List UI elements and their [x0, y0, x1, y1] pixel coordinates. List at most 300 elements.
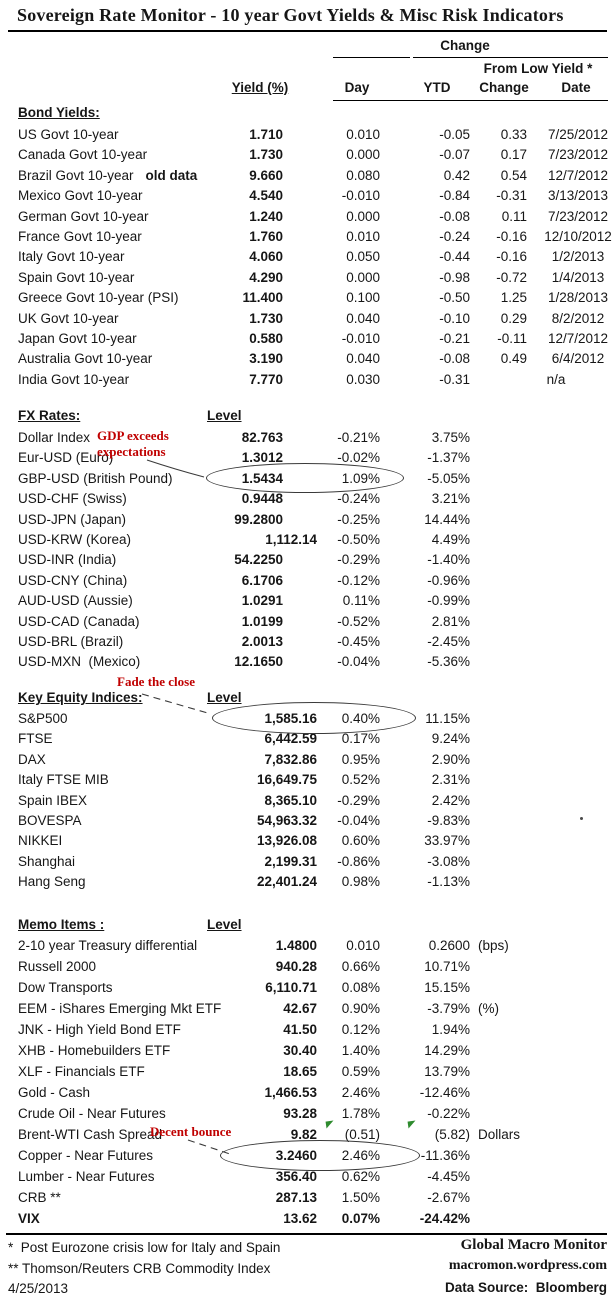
stray-dot [580, 817, 583, 820]
row-label [18, 1148, 153, 1163]
day-cell: 1.50% [341, 1190, 380, 1205]
ytd-cell: 13.79% [424, 1064, 470, 1079]
row-label [18, 593, 133, 608]
ytd-cell: 11.15% [425, 711, 470, 726]
day-cell: -0.29% [337, 792, 380, 808]
value-cell: 7.770 [249, 371, 283, 387]
row-label [18, 1106, 166, 1121]
row-label-text: Copper - Near Futures [18, 1148, 154, 1163]
table-row [0, 874, 613, 894]
ytd-cell: 0.42 [443, 167, 470, 183]
value-cell: 1.730 [249, 147, 283, 163]
table-row [0, 270, 613, 290]
ytd-cell: -0.96% [427, 572, 470, 588]
day-cell: 0.100 [346, 290, 380, 306]
ytd-cell: 33.97% [424, 833, 470, 849]
value-cell: 1,466.53 [264, 1085, 317, 1100]
value-cell: 4.290 [249, 269, 283, 285]
row-label-text: Japan Govt 10-year [18, 331, 137, 346]
row-label-text: Italy FTSE MIB [18, 772, 109, 788]
value-cell: 8,365.10 [264, 792, 317, 808]
change-cell: 0.33 [500, 127, 527, 142]
ytd-cell: -0.07 [439, 147, 470, 163]
row-label-text: Australia Govt 10-year [18, 351, 153, 367]
row-label [18, 127, 119, 142]
row-label-text: XLF - Financials ETF [18, 1064, 145, 1079]
value-cell: 12.1650 [234, 654, 283, 670]
table-row [0, 209, 613, 229]
row-label [18, 168, 197, 183]
value-cell: 2.0013 [241, 634, 283, 649]
title-divider [8, 30, 607, 32]
ytd-cell: -0.21 [439, 331, 470, 346]
value-cell: 42.67 [283, 1001, 317, 1016]
ytd-cell: -24.42% [419, 1211, 470, 1226]
value-cell: 16,649.75 [256, 772, 317, 788]
value-cell: 940.28 [275, 959, 317, 974]
ytd-cell: -12.46% [419, 1085, 470, 1100]
day-cell: 0.11% [342, 593, 380, 609]
row-label-text: FTSE [18, 731, 53, 747]
row-label [18, 573, 127, 588]
day-cell: 0.050 [346, 249, 380, 265]
change-cell: 0.49 [500, 351, 527, 367]
change-group-underline [413, 57, 608, 58]
value-cell: 1.710 [249, 127, 283, 142]
table-row [0, 147, 613, 167]
table-row [0, 833, 613, 853]
value-cell: 99.2800 [234, 511, 283, 527]
row-label-text: VIX [18, 1211, 40, 1226]
ytd-cell: -0.10 [439, 310, 470, 326]
brand-name: Global Macro Monitor [460, 1237, 607, 1253]
highlight-ellipse-copper [220, 1140, 420, 1171]
highlight-ellipse-sp500 [212, 702, 416, 734]
table-row [0, 127, 613, 147]
row-label-text: USD-BRL (Brazil) [18, 634, 124, 649]
ytd-cell: 3.75% [431, 430, 470, 445]
annotation-fade-the-close: Fade the close [117, 674, 195, 689]
unit-cell: (bps) [478, 938, 509, 953]
table-row [0, 331, 613, 351]
value-cell: 1,112.14 [265, 532, 317, 547]
row-label [18, 1043, 170, 1058]
row-label [18, 209, 149, 224]
section-heading-equity: Key Equity Indices: [18, 690, 143, 705]
row-label [18, 430, 90, 445]
table-row [0, 512, 613, 532]
table-row [0, 752, 613, 772]
ytd-cell: -1.40% [427, 552, 470, 568]
table-row [0, 614, 613, 634]
ytd-cell: 2.42% [431, 792, 470, 808]
row-label-text: USD-INR (India) [18, 552, 117, 568]
value-cell: 1.240 [249, 208, 283, 224]
row-label-text: Canada Govt 10-year [18, 147, 148, 163]
ytd-cell: -3.79% [427, 1001, 470, 1016]
footer-divider [6, 1233, 607, 1235]
row-label-text: USD-CNY (China) [18, 572, 128, 588]
row-label [18, 772, 109, 787]
table-row [0, 634, 613, 654]
day-cell: 0.000 [346, 147, 380, 163]
table-row [0, 654, 613, 674]
value-cell: 1.3012 [241, 450, 283, 466]
day-cell: -0.010 [341, 331, 380, 346]
day-cell: -0.24% [337, 491, 380, 507]
row-label-text: Eur-USD (Euro) [18, 450, 114, 466]
row-label [18, 731, 53, 746]
change-cell: -0.11 [497, 331, 527, 346]
table-row [0, 772, 613, 792]
row-label-text: Italy Govt 10-year [18, 249, 125, 265]
value-cell: 18.65 [283, 1064, 317, 1079]
day-cell: (0.51) [344, 1127, 380, 1142]
table-row [0, 532, 613, 552]
value-cell: 2,199.31 [264, 853, 317, 869]
row-label [18, 833, 62, 848]
row-label [18, 938, 197, 953]
value-cell: 1.4800 [275, 938, 317, 953]
row-label [18, 813, 82, 828]
ytd-cell: -0.44 [439, 249, 470, 265]
annotation-gdp-exceeds [97, 428, 169, 460]
value-cell: 93.28 [283, 1106, 317, 1121]
row-label [18, 1211, 40, 1226]
date-cell: 6/4/2012 [551, 351, 605, 367]
value-cell: 1.5434 [241, 470, 283, 486]
day-cell: 0.62% [341, 1169, 380, 1184]
ytd-cell: 14.44% [424, 511, 470, 527]
brand-site: macromon.wordpress.com [448, 1258, 607, 1273]
row-label [18, 1169, 155, 1184]
day-cell: 0.000 [346, 208, 380, 224]
row-label-text: S&P500 [18, 711, 68, 726]
day-cell: 1.40% [341, 1043, 380, 1058]
table-row [0, 188, 613, 208]
row-label [18, 874, 86, 889]
ytd-cell: 2.90% [431, 751, 470, 767]
row-label-text: Spain Govt 10-year [18, 269, 135, 285]
ytd-cell: -0.84 [439, 188, 470, 204]
row-label-text: USD-JPN (Japan) [18, 511, 127, 527]
date-cell: 7/23/2012 [547, 147, 609, 163]
table-row [0, 430, 613, 450]
row-label [18, 491, 127, 506]
day-cell: -0.29% [337, 552, 380, 568]
day-cell: 0.12% [341, 1022, 380, 1037]
highlight-ellipse-gbp [206, 463, 404, 493]
section-heading-bond-yields: Bond Yields: [18, 105, 100, 120]
ytd-cell: -0.31 [439, 371, 470, 387]
table-row [0, 980, 613, 1000]
date-cell: 12/7/2012 [547, 331, 609, 346]
change-cell: 0.11 [501, 208, 527, 224]
row-label-text: DAX [18, 751, 46, 767]
row-label-text: India Govt 10-year [18, 371, 130, 387]
day-cell: -0.25% [337, 511, 380, 527]
row-label-text: Dollar Index [18, 430, 91, 445]
table-row [0, 1043, 613, 1063]
row-label-text: USD-CHF (Swiss) [18, 491, 127, 507]
yield-column-header: Yield (%) [231, 80, 289, 95]
row-note: old data [145, 167, 198, 183]
row-label [18, 1127, 162, 1142]
ytd-cell: -3.08% [427, 853, 470, 869]
row-label-text: USD-KRW (Korea) [18, 532, 132, 547]
value-cell: 82.763 [241, 430, 283, 445]
ytd-cell: -0.08 [439, 351, 470, 367]
day-cell: 0.040 [346, 310, 380, 326]
from-low-yield-header: From Low Yield * [483, 61, 593, 76]
row-label-text: Shanghai [18, 853, 76, 869]
ytd-cell: 14.29% [424, 1043, 470, 1058]
row-label-text: GBP-USD (British Pound) [18, 470, 173, 486]
change-column-header: Change [479, 80, 529, 95]
table-row [0, 249, 613, 269]
row-label [18, 147, 147, 162]
row-label [18, 654, 140, 669]
table-row [0, 959, 613, 979]
row-label-text: Lumber - Near Futures [18, 1169, 155, 1184]
day-cell: 1.78% [341, 1106, 380, 1121]
row-label-text: Dow Transports [18, 980, 113, 995]
value-cell: 41.50 [283, 1022, 317, 1037]
row-label [18, 711, 68, 726]
change-cell: 0.17 [500, 147, 527, 163]
day-cell: -0.04% [337, 813, 380, 828]
table-row [0, 311, 613, 331]
day-cell: 0.040 [346, 351, 380, 367]
level-column-header-memo: Level [207, 917, 242, 932]
value-cell: 1.0291 [241, 593, 283, 609]
date-cell: 12/7/2012 [547, 167, 609, 183]
value-cell: 1.760 [249, 229, 283, 244]
ytd-column-header: YTD [423, 80, 451, 95]
day-cell: -0.12% [337, 572, 380, 588]
data-source: Data Source: Bloomberg [444, 1280, 607, 1295]
header-underline [333, 100, 608, 101]
row-label-text: XHB - Homebuilders ETF [18, 1043, 171, 1058]
ytd-cell: -0.50 [439, 290, 470, 306]
value-cell: 0.9448 [241, 491, 283, 507]
report-date: 4/25/2013 [8, 1281, 69, 1295]
value-cell: 9.82 [290, 1127, 317, 1142]
row-label [18, 290, 179, 305]
ytd-cell: -0.24 [439, 229, 470, 244]
row-label [18, 351, 152, 366]
row-label-text: Mexico Govt 10-year [18, 188, 143, 204]
table-row [0, 290, 613, 310]
row-label [18, 249, 125, 264]
table-row [0, 593, 613, 613]
ytd-cell: 15.15% [424, 980, 470, 995]
row-label-text: Hang Seng [18, 874, 86, 890]
day-cell: -0.02% [337, 450, 380, 466]
change-cell: 0.29 [500, 310, 527, 326]
date-column-header: Date [561, 80, 591, 95]
row-label [18, 1085, 90, 1100]
day-cell: -0.04% [337, 654, 380, 670]
ytd-cell: 10.71% [424, 959, 470, 974]
annotation-text: expectations [97, 444, 166, 459]
footnote-crb: ** Thomson/Reuters CRB Commodity Index [8, 1261, 271, 1276]
table-row [0, 372, 613, 392]
ytd-cell: 3.21% [431, 491, 470, 507]
row-label-text: 2-10 year Treasury differential [18, 938, 198, 953]
change-cell: -0.72 [496, 269, 527, 285]
ytd-cell: -0.98 [439, 269, 470, 285]
ytd-cell: -5.05% [427, 470, 470, 486]
ytd-cell: -5.36% [427, 654, 470, 670]
day-cell: 0.59% [341, 1064, 380, 1079]
row-label-text: Spain IBEX [18, 792, 88, 808]
ytd-cell: -9.83% [427, 813, 470, 828]
ytd-cell: 2.81% [431, 613, 470, 629]
day-cell: 0.90% [341, 1001, 380, 1016]
day-cell: 0.08% [341, 980, 380, 995]
ytd-cell: 9.24% [431, 731, 470, 747]
date-cell: 1/2/2013 [551, 249, 605, 265]
day-cell: -0.50% [337, 532, 380, 547]
row-label-text: Crude Oil - Near Futures [18, 1106, 166, 1121]
ytd-cell: 0.2600 [428, 938, 470, 953]
row-label [18, 614, 140, 629]
ytd-cell: -0.08 [439, 208, 470, 224]
row-label-text: USD-MXN (Mexico) [18, 654, 141, 670]
day-cell: 0.52% [341, 772, 380, 788]
row-label-text: EEM - iShares Emerging Mkt ETF [18, 1001, 222, 1016]
row-label [18, 229, 142, 244]
ytd-cell: -0.22% [427, 1106, 470, 1121]
table-row [0, 351, 613, 371]
row-label [18, 959, 96, 974]
row-label-text: NIKKEI [18, 833, 63, 849]
ytd-cell: -0.99% [427, 593, 470, 609]
date-cell: 7/25/2012 [547, 127, 609, 142]
change-cell: -0.16 [496, 229, 527, 244]
value-cell: 30.40 [283, 1043, 317, 1058]
table-row [0, 813, 613, 833]
table-row [0, 229, 613, 249]
day-cell: -0.010 [341, 188, 380, 204]
date-cell: 1/28/2013 [547, 290, 609, 306]
table-row [0, 1001, 613, 1021]
change-cell: 0.54 [500, 167, 527, 183]
row-label [18, 1022, 181, 1037]
row-label [18, 188, 143, 203]
row-label-text: Greece Govt 10-year (PSI) [18, 290, 179, 306]
row-label [18, 1001, 221, 1016]
value-cell: 6.1706 [241, 572, 283, 588]
level-column-header-fx: Level [207, 408, 242, 423]
day-cell: -0.86% [337, 853, 380, 869]
day-cell: 2.46% [341, 1085, 380, 1100]
section-heading-fx-rates: FX Rates: [18, 408, 81, 423]
row-label-text: US Govt 10-year [18, 127, 119, 142]
footnote-italy-spain: * Post Eurozone crisis low for Italy and Spain [8, 1240, 281, 1255]
day-cell: 2.46% [341, 1148, 380, 1163]
row-label [18, 552, 116, 567]
row-label [18, 980, 113, 995]
date-cell: 3/13/2013 [547, 188, 609, 204]
section-heading-memo: Memo Items : [18, 917, 105, 932]
row-label-text: Brent-WTI Cash Spread [18, 1127, 163, 1142]
value-cell: 287.13 [275, 1190, 317, 1205]
row-label [18, 793, 87, 808]
level-column-header-equity: Level [207, 690, 242, 705]
table-row [0, 168, 613, 188]
value-cell: 1.730 [249, 310, 283, 326]
table-row [0, 854, 613, 874]
date-cell: 7/23/2012 [547, 208, 609, 224]
date-cell: 8/2/2012 [551, 310, 605, 326]
value-cell: 6,110.71 [265, 980, 317, 995]
table-row [0, 793, 613, 813]
row-label [18, 1064, 145, 1079]
ytd-cell: -1.13% [427, 874, 470, 890]
ytd-cell: 4.49% [431, 532, 470, 547]
row-label-text: Gold - Cash [18, 1085, 91, 1100]
value-cell: 1,585.16 [264, 711, 317, 726]
day-cell: -0.52% [337, 613, 380, 629]
table-row [0, 491, 613, 511]
row-label [18, 512, 126, 527]
row-label-text: USD-CAD (Canada) [18, 613, 140, 629]
table-row [0, 1106, 613, 1126]
day-cell: -0.45% [337, 634, 380, 649]
table-row [0, 938, 613, 958]
value-cell: 6,442.59 [264, 731, 317, 747]
day-cell: 0.010 [346, 938, 380, 953]
row-label [18, 532, 131, 547]
ytd-cell: -4.45% [427, 1169, 470, 1184]
table-row [0, 1190, 613, 1210]
row-label [18, 752, 46, 767]
table-row [0, 1022, 613, 1042]
row-label [18, 372, 129, 387]
value-cell: 13,926.08 [256, 833, 317, 849]
comment-flag-icon [326, 1120, 335, 1128]
value-cell: 11.400 [242, 290, 283, 306]
date-cell: 12/10/2012 [544, 229, 612, 244]
annotation-decent-bounce: Decent bounce [150, 1124, 232, 1139]
day-cell: 0.07% [341, 1211, 380, 1226]
table-row [0, 573, 613, 593]
day-cell: 0.17% [341, 731, 380, 747]
row-label-text: UK Govt 10-year [18, 310, 119, 326]
change-group-header: Change [440, 38, 490, 53]
day-cell: 0.000 [346, 269, 380, 285]
value-cell: 3.190 [249, 351, 283, 367]
change-cell: 1.25 [500, 290, 527, 306]
row-label [18, 331, 137, 346]
day-cell: 0.95% [341, 751, 380, 767]
table-row [0, 552, 613, 572]
ytd-cell: -0.05 [439, 127, 470, 142]
ytd-cell: (5.82) [434, 1127, 470, 1142]
value-cell: 9.660 [249, 167, 283, 183]
table-row [0, 1211, 613, 1231]
value-cell: 22,401.24 [256, 874, 317, 890]
row-label-text: AUD-USD (Aussie) [18, 593, 133, 609]
day-cell: 0.40% [341, 711, 380, 726]
day-cell: 0.080 [346, 167, 380, 183]
row-label [18, 634, 123, 649]
value-cell: 54,963.32 [256, 813, 317, 828]
row-label-text: Russell 2000 [18, 959, 97, 974]
day-cell: 1.09% [341, 470, 380, 486]
